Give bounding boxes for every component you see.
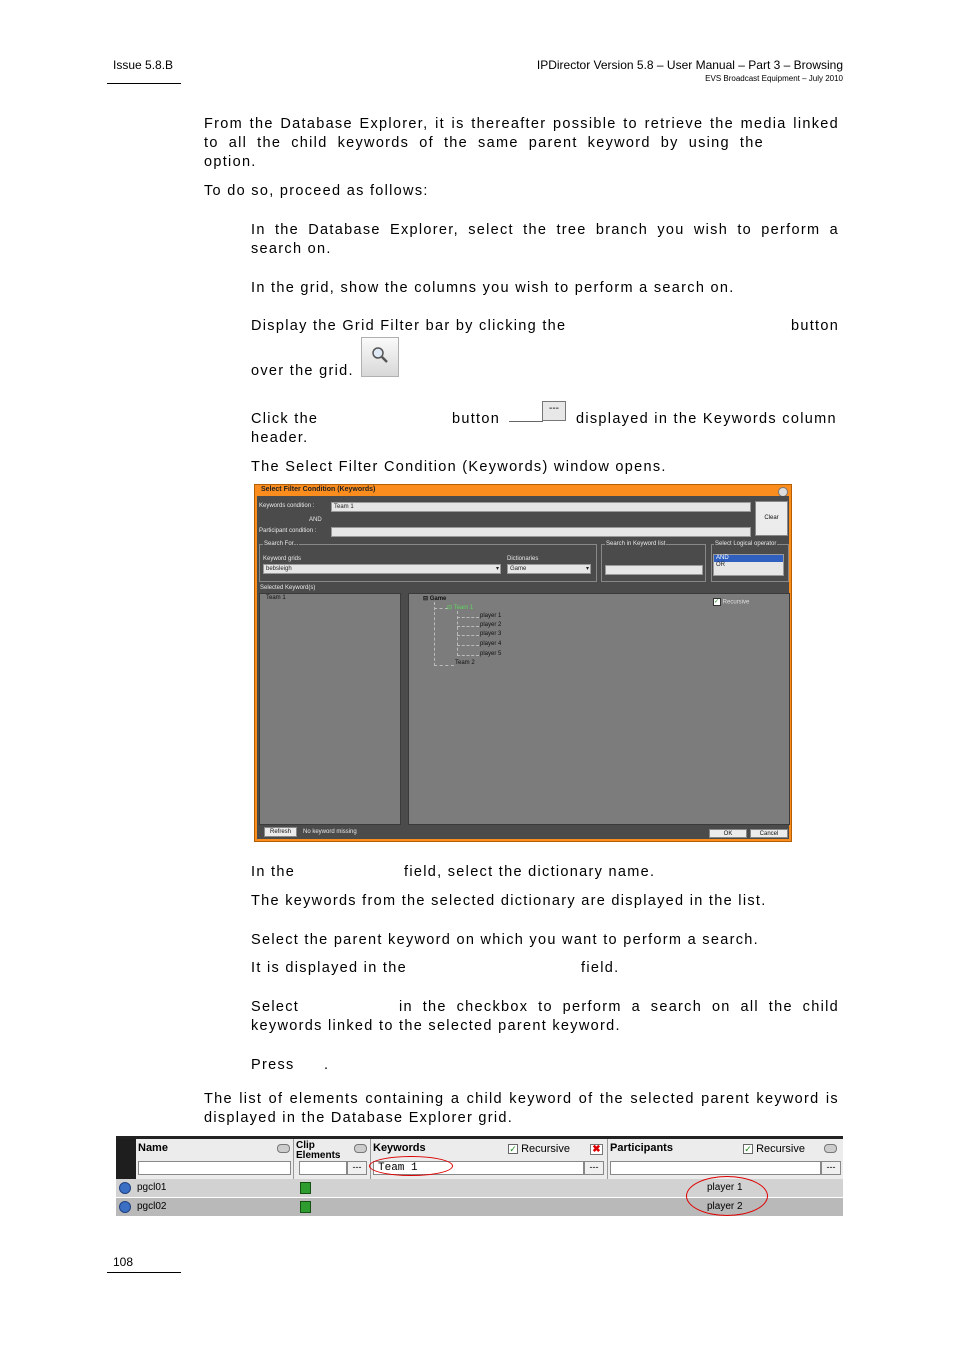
column-keywords-label: Keywords — [373, 1142, 426, 1154]
highlight-participants-oval — [686, 1176, 768, 1216]
issue-label: Issue 5.8.B — [113, 58, 174, 72]
step-4-line-2: header. — [251, 430, 309, 446]
row-name: pgcl02 — [137, 1201, 167, 1212]
search-for-label: Search For... — [264, 541, 299, 547]
footer-rule — [107, 1272, 181, 1273]
result-line-2: displayed in the Database Explorer grid. — [204, 1110, 514, 1126]
search-in-list-group — [601, 544, 706, 582]
keyword-grids-value: bebsleigh — [266, 566, 292, 572]
record-icon — [119, 1201, 131, 1213]
dictionaries-value: Game — [510, 566, 527, 572]
keywords-condition-label: Keywords condition : — [259, 503, 315, 509]
cancel-button[interactable]: Cancel — [750, 829, 788, 838]
tree-child-item[interactable]: player 5 — [480, 651, 502, 657]
refresh-button[interactable]: Refresh — [264, 827, 297, 837]
search-in-list-field[interactable] — [605, 565, 703, 575]
dictionaries-select[interactable] — [507, 564, 591, 574]
tree-root-label: Game — [429, 596, 447, 602]
step-8-end: . — [324, 1057, 330, 1073]
step-1-line-1: In the Database Explorer, select the tree branch you wish to perform a — [251, 222, 839, 238]
tree-child-item[interactable]: player 4 — [480, 641, 502, 647]
name-filter-input[interactable] — [138, 1161, 291, 1175]
tree-parent-label: Team 1 — [453, 605, 474, 611]
dialog-body — [257, 496, 789, 839]
column-name[interactable] — [136, 1139, 294, 1179]
column-clip-elements[interactable] — [294, 1139, 371, 1179]
row-participant: player 1 — [707, 1182, 743, 1193]
intro-line-1: From the Database Explorer, it is thereafter possible to retrieve the media linked — [204, 116, 839, 132]
and-label: AND — [309, 517, 322, 523]
keywords-condition-field[interactable]: Team 1 — [331, 502, 751, 512]
filter-lens-icon[interactable] — [277, 1144, 290, 1153]
recursive-label: Recursive — [722, 599, 750, 606]
column-name-label: Name — [138, 1142, 168, 1154]
filter-lens-icon[interactable] — [354, 1144, 367, 1153]
filter-lens-icon[interactable] — [824, 1144, 837, 1153]
select-filter-condition-dialog — [254, 484, 792, 842]
keywords-recursive-label: Recursive — [521, 1143, 570, 1155]
participant-condition-field[interactable] — [331, 527, 751, 537]
column-participants[interactable] — [608, 1139, 843, 1179]
dictionaries-label: Dictionaries — [507, 556, 539, 562]
clip-elements-ellipsis-button[interactable]: --- — [347, 1161, 367, 1175]
tree-root-item[interactable]: ⊟ Game — [423, 596, 447, 602]
search-for-group — [259, 544, 597, 582]
participants-ellipsis-button[interactable]: --- — [821, 1161, 841, 1175]
keywords-filter-input[interactable]: Team 1 — [373, 1161, 584, 1175]
tree-child-item[interactable]: player 2 — [480, 622, 502, 628]
keyword-tree-panel[interactable] — [408, 593, 790, 825]
step-4-result: The Select Filter Condition (Keywords) window opens. — [251, 459, 667, 475]
check-icon: ✓ — [744, 1144, 752, 1155]
proceed-text: To do so, proceed as follows: — [204, 183, 429, 199]
keyword-grids-select[interactable] — [263, 564, 501, 574]
operator-and[interactable]: AND — [714, 555, 783, 562]
check-icon: ✓ — [509, 1144, 517, 1155]
selected-keywords-label: Selected Keyword(s) — [260, 585, 316, 591]
step-3-part-1: Display the Grid Filter bar by clicking the — [251, 318, 567, 334]
record-icon — [119, 1182, 131, 1194]
tree-child-item[interactable]: player 1 — [480, 613, 502, 619]
highlight-keyword-oval — [369, 1156, 453, 1176]
step-5-result: The keywords from the selected dictionary are displayed in the list. — [251, 893, 767, 909]
result-line-1: The list of elements containing a child keyword of the selected parent keyword is — [204, 1091, 839, 1107]
selected-keyword-item[interactable]: Team 1 — [266, 595, 286, 601]
database-explorer-grid — [116, 1136, 843, 1218]
clip-icon — [300, 1182, 311, 1194]
clip-icon — [300, 1201, 311, 1213]
participants-recursive-label: Recursive — [756, 1143, 805, 1155]
column-participants-label: Participants — [610, 1142, 673, 1154]
keywords-ellipsis-button[interactable]: --- — [584, 1161, 604, 1175]
intro-line-2-text: to all the child keywords of the same parent keyword by using the — [204, 135, 764, 151]
recursive-checkbox[interactable] — [713, 598, 749, 606]
dialog-title: Select Filter Condition (Keywords) — [261, 486, 376, 493]
row-name: pgcl01 — [137, 1182, 167, 1193]
step-1-line-2: search on. — [251, 241, 332, 257]
keywords-recursive-checkbox[interactable] — [508, 1143, 570, 1155]
step-2: In the grid, show the columns you wish to perform a search on. — [251, 280, 735, 296]
step-5-part-1: In the — [251, 864, 296, 880]
step-6: Select the parent keyword on which you want to perform a search. — [251, 932, 759, 948]
participants-filter-input[interactable] — [610, 1161, 821, 1175]
intro-line-2 — [204, 134, 764, 153]
step-3-line-2: over the grid. — [251, 363, 354, 379]
participant-condition-label: Participant condition : — [259, 528, 317, 534]
step-6-result-part-2: field. — [581, 960, 620, 976]
step-8: Press — [251, 1057, 295, 1073]
document-title — [537, 58, 843, 83]
tree-sibling-item[interactable]: Team 2 — [455, 660, 475, 666]
step-4-part-2: button — [452, 411, 501, 427]
column-clip-elements-label: Clip Elements — [296, 1140, 341, 1161]
header-rule — [107, 83, 181, 84]
step-6-result-part-1: It is displayed in the — [251, 960, 407, 976]
row-header-corner — [116, 1139, 136, 1179]
status-text: No keyword missing — [303, 829, 357, 835]
ok-button[interactable]: OK — [709, 829, 747, 838]
clip-elements-filter-input[interactable] — [299, 1161, 347, 1175]
check-icon: ✓ — [714, 599, 720, 605]
keyword-grids-label: Keyword grids — [263, 556, 302, 562]
step-7-line-2: keywords linked to the selected parent keyword. — [251, 1018, 621, 1034]
magnifier-icon — [362, 338, 398, 376]
ellipsis-label: --- — [542, 401, 566, 421]
logical-operator-list[interactable] — [713, 554, 784, 576]
search-filter-button[interactable] — [361, 337, 399, 377]
intro-line-3: option. — [204, 154, 257, 170]
clear-button[interactable]: Clear — [755, 501, 788, 536]
step-7-part-1: Select — [251, 999, 300, 1015]
subtitle-text: EVS Broadcast Equipment – July 2010 — [705, 74, 843, 83]
tree-child-item[interactable]: player 3 — [480, 631, 502, 637]
tree-parent-item[interactable]: ⊟ Team 1 — [447, 605, 474, 611]
step-5-part-2: field, select the dictionary name. — [404, 864, 656, 880]
title-text: IPDirector Version 5.8 – User Manual – Part 3 – Browsing — [536, 58, 843, 72]
step-3-part-2: button — [791, 318, 840, 334]
search-in-list-label: Search in Keyword list — [606, 541, 666, 547]
page-number: 108 — [113, 1255, 134, 1269]
participants-recursive-checkbox[interactable] — [743, 1143, 805, 1155]
step-7-part-2: in the checkbox to perform a search on all the child — [399, 999, 839, 1015]
selected-keywords-panel[interactable] — [259, 593, 401, 825]
row-participant: player 2 — [707, 1201, 743, 1212]
logical-operator-label: Select Logical operator — [715, 541, 777, 547]
clear-filter-icon[interactable]: ✖ — [590, 1144, 603, 1155]
step-4-part-3: displayed in the Keywords column — [576, 411, 837, 427]
chevron-down-icon: ▾ — [495, 566, 499, 572]
chevron-down-icon: ▾ — [585, 566, 589, 572]
operator-or[interactable]: OR — [716, 562, 725, 568]
ellipsis-button-illustration[interactable] — [509, 401, 567, 423]
step-4-part-1: Click the — [251, 411, 319, 427]
